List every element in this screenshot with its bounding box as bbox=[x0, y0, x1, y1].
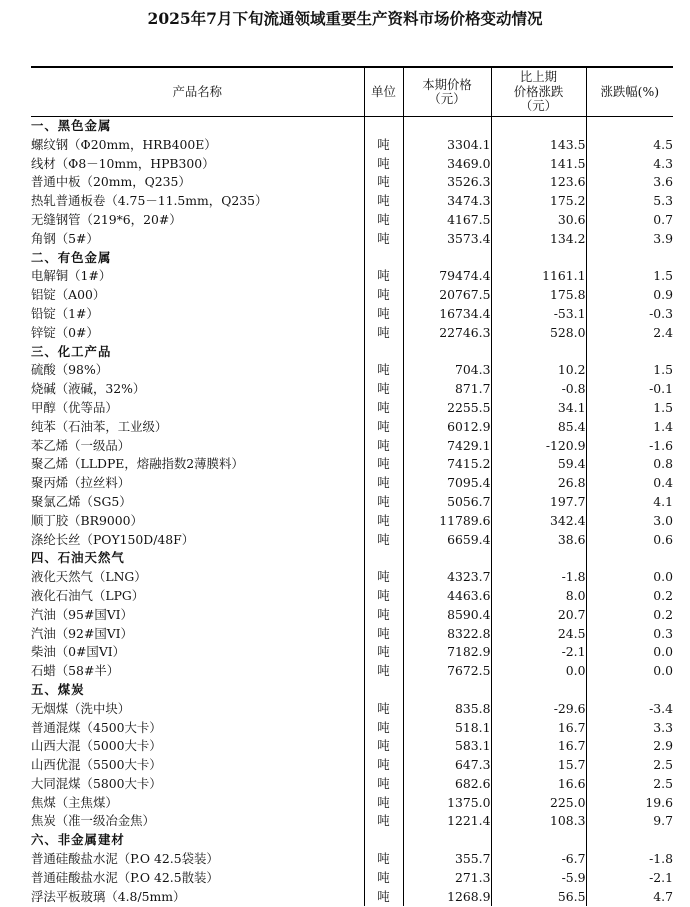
product-name: 锌锭（0#） bbox=[31, 324, 99, 340]
table-row bbox=[31, 418, 673, 437]
product-name: 烧碱（液碱，32%） bbox=[31, 381, 146, 397]
percent-cell: 9.7 bbox=[586, 812, 673, 831]
price-cell: 647.3 bbox=[403, 756, 491, 775]
product-name: 石蜡（58#半） bbox=[31, 663, 120, 679]
price-cell: 2255.5 bbox=[403, 399, 491, 418]
table-row bbox=[31, 756, 673, 775]
change-cell: 16.6 bbox=[491, 775, 586, 794]
change-cell: 123.6 bbox=[491, 173, 586, 192]
percent-cell: 5.3 bbox=[586, 192, 673, 211]
change-cell: 59.4 bbox=[491, 455, 586, 474]
percent-cell: 3.3 bbox=[586, 719, 673, 738]
percent-cell: 2.9 bbox=[586, 737, 673, 756]
percent-cell bbox=[586, 343, 673, 362]
percent-cell: 19.6 bbox=[586, 794, 673, 813]
unit-cell bbox=[364, 681, 403, 700]
report-title: 2025年7月下旬流通领域重要生产资料市场价格变动情况 bbox=[147, 9, 543, 28]
unit-cell: 吨 bbox=[364, 286, 403, 305]
price-cell: 704.3 bbox=[403, 361, 491, 380]
header-change-percent: 涨跌幅(%) bbox=[586, 67, 673, 117]
table-row bbox=[31, 775, 673, 794]
percent-cell: 2.5 bbox=[586, 775, 673, 794]
change-cell: 16.7 bbox=[491, 737, 586, 756]
product-name: 聚乙烯（LLDPE，熔融指数2薄膜料） bbox=[31, 456, 244, 472]
table-row bbox=[31, 474, 673, 493]
unit-cell: 吨 bbox=[364, 380, 403, 399]
percent-cell: 3.9 bbox=[586, 230, 673, 249]
table-row bbox=[31, 230, 673, 249]
unit-cell: 吨 bbox=[364, 173, 403, 192]
price-table bbox=[31, 66, 673, 906]
category-row bbox=[31, 117, 673, 136]
price-cell: 22746.3 bbox=[403, 324, 491, 343]
price-cell: 6012.9 bbox=[403, 418, 491, 437]
header-current-price: 本期价格 （元） bbox=[403, 67, 491, 117]
product-name: 线材（Φ8－10mm，HPB300） bbox=[31, 155, 215, 171]
change-cell: -53.1 bbox=[491, 305, 586, 324]
price-cell: 355.7 bbox=[403, 850, 491, 869]
category-row bbox=[31, 249, 673, 268]
percent-cell: 1.5 bbox=[586, 399, 673, 418]
table-row bbox=[31, 568, 673, 587]
unit-cell: 吨 bbox=[364, 211, 403, 230]
unit-cell: 吨 bbox=[364, 700, 403, 719]
table-row bbox=[31, 794, 673, 813]
change-cell: 16.7 bbox=[491, 719, 586, 738]
price-cell bbox=[403, 343, 491, 362]
header-product-name: 产品名称 bbox=[31, 67, 364, 117]
percent-cell: 0.0 bbox=[586, 643, 673, 662]
product-name: 汽油（92#国VI） bbox=[31, 625, 133, 641]
change-cell: -6.7 bbox=[491, 850, 586, 869]
unit-cell: 吨 bbox=[364, 418, 403, 437]
percent-cell: -0.3 bbox=[586, 305, 673, 324]
price-cell bbox=[403, 249, 491, 268]
price-cell: 3474.3 bbox=[403, 192, 491, 211]
table-row bbox=[31, 812, 673, 831]
percent-cell bbox=[586, 549, 673, 568]
price-cell: 4323.7 bbox=[403, 568, 491, 587]
percent-cell: -1.8 bbox=[586, 850, 673, 869]
unit-cell: 吨 bbox=[364, 531, 403, 550]
change-cell: 10.2 bbox=[491, 361, 586, 380]
unit-cell: 吨 bbox=[364, 267, 403, 286]
change-cell: 528.0 bbox=[491, 324, 586, 343]
unit-cell: 吨 bbox=[364, 775, 403, 794]
change-cell: -2.1 bbox=[491, 643, 586, 662]
percent-cell: 4.3 bbox=[586, 155, 673, 174]
percent-cell bbox=[586, 681, 673, 700]
percent-cell: 4.1 bbox=[586, 493, 673, 512]
product-name: 液化天然气（LNG） bbox=[31, 569, 147, 585]
price-cell: 7672.5 bbox=[403, 662, 491, 681]
percent-cell: 4.5 bbox=[586, 136, 673, 155]
product-name: 顺丁胶（BR9000） bbox=[31, 512, 143, 528]
unit-cell: 吨 bbox=[364, 869, 403, 888]
price-cell: 1375.0 bbox=[403, 794, 491, 813]
table-row bbox=[31, 888, 673, 907]
price-cell: 16734.4 bbox=[403, 305, 491, 324]
unit-cell: 吨 bbox=[364, 474, 403, 493]
table-row bbox=[31, 719, 673, 738]
change-cell: 26.8 bbox=[491, 474, 586, 493]
table-row bbox=[31, 493, 673, 512]
unit-cell: 吨 bbox=[364, 812, 403, 831]
price-cell: 3526.3 bbox=[403, 173, 491, 192]
product-name: 铝锭（A00） bbox=[31, 287, 106, 303]
category-label: 五、煤炭 bbox=[31, 681, 85, 697]
product-name: 大同混煤（5800大卡） bbox=[31, 775, 162, 791]
change-cell: 38.6 bbox=[491, 531, 586, 550]
category-label: 三、化工产品 bbox=[31, 343, 112, 359]
unit-cell: 吨 bbox=[364, 155, 403, 174]
category-label: 四、石油天然气 bbox=[31, 550, 125, 566]
percent-cell: 1.5 bbox=[586, 267, 673, 286]
percent-cell: 0.6 bbox=[586, 531, 673, 550]
price-cell: 7415.2 bbox=[403, 455, 491, 474]
product-name: 电解铜（1#） bbox=[31, 268, 112, 284]
product-name: 苯乙烯（一级品） bbox=[31, 437, 131, 453]
product-name: 铅锭（1#） bbox=[31, 305, 99, 321]
change-cell: 8.0 bbox=[491, 587, 586, 606]
price-cell: 835.8 bbox=[403, 700, 491, 719]
category-row bbox=[31, 831, 673, 850]
table-row bbox=[31, 380, 673, 399]
table-row bbox=[31, 606, 673, 625]
product-name: 柴油（0#国VI） bbox=[31, 644, 126, 660]
category-row bbox=[31, 343, 673, 362]
unit-cell: 吨 bbox=[364, 437, 403, 456]
unit-cell bbox=[364, 549, 403, 568]
table-row bbox=[31, 700, 673, 719]
percent-cell: 0.2 bbox=[586, 587, 673, 606]
percent-cell bbox=[586, 117, 673, 136]
header-price-change: 比上期 价格涨跌 （元） bbox=[491, 67, 586, 117]
price-cell: 79474.4 bbox=[403, 267, 491, 286]
percent-cell: 1.5 bbox=[586, 361, 673, 380]
change-cell: 34.1 bbox=[491, 399, 586, 418]
percent-cell: 1.4 bbox=[586, 418, 673, 437]
table-row bbox=[31, 173, 673, 192]
category-label: 六、非金属建材 bbox=[31, 832, 125, 848]
table-row bbox=[31, 455, 673, 474]
category-row bbox=[31, 549, 673, 568]
percent-cell: 0.7 bbox=[586, 211, 673, 230]
percent-cell: 3.0 bbox=[586, 512, 673, 531]
table-row bbox=[31, 286, 673, 305]
change-cell: 143.5 bbox=[491, 136, 586, 155]
unit-cell: 吨 bbox=[364, 606, 403, 625]
price-cell: 5056.7 bbox=[403, 493, 491, 512]
change-cell: 20.7 bbox=[491, 606, 586, 625]
unit-cell: 吨 bbox=[364, 136, 403, 155]
change-cell: -1.8 bbox=[491, 568, 586, 587]
product-name: 聚丙烯（拉丝料） bbox=[31, 475, 131, 491]
change-cell: 108.3 bbox=[491, 812, 586, 831]
unit-cell: 吨 bbox=[364, 888, 403, 907]
price-cell: 4167.5 bbox=[403, 211, 491, 230]
product-name: 浮法平板玻璃（4.8/5mm） bbox=[31, 888, 186, 904]
table-row bbox=[31, 737, 673, 756]
unit-cell: 吨 bbox=[364, 399, 403, 418]
table-row bbox=[31, 361, 673, 380]
change-cell: 15.7 bbox=[491, 756, 586, 775]
table-row bbox=[31, 211, 673, 230]
unit-cell: 吨 bbox=[364, 455, 403, 474]
price-cell: 8322.8 bbox=[403, 625, 491, 644]
table-row bbox=[31, 324, 673, 343]
product-name: 液化石油气（LPG） bbox=[31, 587, 145, 603]
price-cell: 6659.4 bbox=[403, 531, 491, 550]
product-name: 焦煤（主焦煤） bbox=[31, 794, 118, 810]
table-row bbox=[31, 437, 673, 456]
change-cell: 24.5 bbox=[491, 625, 586, 644]
table-row bbox=[31, 399, 673, 418]
unit-cell bbox=[364, 343, 403, 362]
table-row bbox=[31, 136, 673, 155]
product-name: 聚氯乙烯（SG5） bbox=[31, 493, 132, 509]
product-name: 无烟煤（洗中块） bbox=[31, 700, 131, 716]
unit-cell: 吨 bbox=[364, 737, 403, 756]
header-unit: 单位 bbox=[364, 67, 403, 117]
percent-cell: -2.1 bbox=[586, 869, 673, 888]
price-cell: 7429.1 bbox=[403, 437, 491, 456]
table-row bbox=[31, 531, 673, 550]
percent-cell bbox=[586, 831, 673, 850]
product-name: 硫酸（98%） bbox=[31, 362, 109, 378]
product-name: 普通硅酸盐水泥（P.O 42.5袋装） bbox=[31, 851, 219, 867]
price-cell: 871.7 bbox=[403, 380, 491, 399]
change-cell: 141.5 bbox=[491, 155, 586, 174]
price-cell: 1221.4 bbox=[403, 812, 491, 831]
percent-cell: 0.0 bbox=[586, 662, 673, 681]
change-cell: 1161.1 bbox=[491, 267, 586, 286]
change-cell: 56.5 bbox=[491, 888, 586, 907]
table-body bbox=[31, 117, 673, 907]
price-cell: 271.3 bbox=[403, 869, 491, 888]
unit-cell: 吨 bbox=[364, 643, 403, 662]
unit-cell: 吨 bbox=[364, 324, 403, 343]
unit-cell: 吨 bbox=[364, 361, 403, 380]
product-name: 山西大混（5000大卡） bbox=[31, 738, 162, 754]
unit-cell: 吨 bbox=[364, 192, 403, 211]
unit-cell bbox=[364, 831, 403, 850]
change-cell bbox=[491, 681, 586, 700]
table-row bbox=[31, 305, 673, 324]
change-cell: -5.9 bbox=[491, 869, 586, 888]
percent-cell: 4.7 bbox=[586, 888, 673, 907]
product-name: 普通混煤（4500大卡） bbox=[31, 719, 162, 735]
price-cell bbox=[403, 681, 491, 700]
product-name: 螺纹钢（Φ20mm，HRB400E） bbox=[31, 136, 217, 152]
percent-cell: 0.0 bbox=[586, 568, 673, 587]
price-cell: 8590.4 bbox=[403, 606, 491, 625]
unit-cell bbox=[364, 249, 403, 268]
price-cell: 583.1 bbox=[403, 737, 491, 756]
product-name: 山西优混（5500大卡） bbox=[31, 757, 162, 773]
table-row bbox=[31, 155, 673, 174]
table-row bbox=[31, 192, 673, 211]
table-row bbox=[31, 267, 673, 286]
change-cell: 0.0 bbox=[491, 662, 586, 681]
percent-cell: 0.9 bbox=[586, 286, 673, 305]
price-cell: 518.1 bbox=[403, 719, 491, 738]
percent-cell: 3.6 bbox=[586, 173, 673, 192]
price-cell: 7095.4 bbox=[403, 474, 491, 493]
product-name: 热轧普通板卷（4.75－11.5mm，Q235） bbox=[31, 193, 268, 209]
change-cell: 30.6 bbox=[491, 211, 586, 230]
unit-cell: 吨 bbox=[364, 587, 403, 606]
unit-cell bbox=[364, 117, 403, 136]
price-cell: 682.6 bbox=[403, 775, 491, 794]
percent-cell: 0.8 bbox=[586, 455, 673, 474]
unit-cell: 吨 bbox=[364, 230, 403, 249]
unit-cell: 吨 bbox=[364, 662, 403, 681]
change-cell: -29.6 bbox=[491, 700, 586, 719]
percent-cell: 2.5 bbox=[586, 756, 673, 775]
change-cell: 134.2 bbox=[491, 230, 586, 249]
price-cell: 3573.4 bbox=[403, 230, 491, 249]
percent-cell: 2.4 bbox=[586, 324, 673, 343]
price-cell bbox=[403, 831, 491, 850]
category-label: 一、黑色金属 bbox=[31, 118, 112, 133]
product-name: 无缝钢管（219*6，20#） bbox=[31, 211, 182, 227]
unit-cell: 吨 bbox=[364, 493, 403, 512]
price-cell bbox=[403, 549, 491, 568]
change-cell bbox=[491, 343, 586, 362]
unit-cell: 吨 bbox=[364, 568, 403, 587]
percent-cell: 0.3 bbox=[586, 625, 673, 644]
price-cell: 20767.5 bbox=[403, 286, 491, 305]
change-cell: 175.2 bbox=[491, 192, 586, 211]
category-label: 二、有色金属 bbox=[31, 249, 112, 265]
unit-cell: 吨 bbox=[364, 850, 403, 869]
table-row bbox=[31, 662, 673, 681]
unit-cell: 吨 bbox=[364, 625, 403, 644]
table-row bbox=[31, 512, 673, 531]
change-cell bbox=[491, 549, 586, 568]
percent-cell bbox=[586, 249, 673, 268]
change-cell: -0.8 bbox=[491, 380, 586, 399]
change-cell: 85.4 bbox=[491, 418, 586, 437]
percent-cell: -0.1 bbox=[586, 380, 673, 399]
change-cell: 197.7 bbox=[491, 493, 586, 512]
table-row bbox=[31, 869, 673, 888]
price-cell: 7182.9 bbox=[403, 643, 491, 662]
percent-cell: -1.6 bbox=[586, 437, 673, 456]
price-cell: 1268.9 bbox=[403, 888, 491, 907]
percent-cell: -3.4 bbox=[586, 700, 673, 719]
product-name: 汽油（95#国VI） bbox=[31, 606, 133, 622]
product-name: 普通硅酸盐水泥（P.O 42.5散装） bbox=[31, 869, 219, 885]
change-cell: -120.9 bbox=[491, 437, 586, 456]
table-row bbox=[31, 850, 673, 869]
price-cell: 4463.6 bbox=[403, 587, 491, 606]
change-cell bbox=[491, 831, 586, 850]
unit-cell: 吨 bbox=[364, 305, 403, 324]
change-cell: 342.4 bbox=[491, 512, 586, 531]
product-name: 焦炭（准一级冶金焦） bbox=[31, 813, 155, 829]
product-name: 角钢（5#） bbox=[31, 230, 99, 246]
change-cell bbox=[491, 117, 586, 136]
unit-cell: 吨 bbox=[364, 719, 403, 738]
price-cell bbox=[403, 117, 491, 136]
table-header-row bbox=[31, 67, 673, 117]
table-row bbox=[31, 587, 673, 606]
percent-cell: 0.4 bbox=[586, 474, 673, 493]
category-row bbox=[31, 681, 673, 700]
percent-cell: 0.2 bbox=[586, 606, 673, 625]
price-cell: 3469.0 bbox=[403, 155, 491, 174]
unit-cell: 吨 bbox=[364, 756, 403, 775]
product-name: 涤纶长丝（POY150D/48F） bbox=[31, 531, 195, 547]
product-name: 普通中板（20mm，Q235） bbox=[31, 174, 191, 190]
product-name: 纯苯（石油苯，工业级） bbox=[31, 418, 168, 434]
table-row bbox=[31, 643, 673, 662]
product-name: 甲醇（优等品） bbox=[31, 399, 118, 415]
change-cell: 175.8 bbox=[491, 286, 586, 305]
table-row bbox=[31, 625, 673, 644]
change-cell bbox=[491, 249, 586, 268]
price-cell: 3304.1 bbox=[403, 136, 491, 155]
unit-cell: 吨 bbox=[364, 512, 403, 531]
unit-cell: 吨 bbox=[364, 794, 403, 813]
change-cell: 225.0 bbox=[491, 794, 586, 813]
price-cell: 11789.6 bbox=[403, 512, 491, 531]
